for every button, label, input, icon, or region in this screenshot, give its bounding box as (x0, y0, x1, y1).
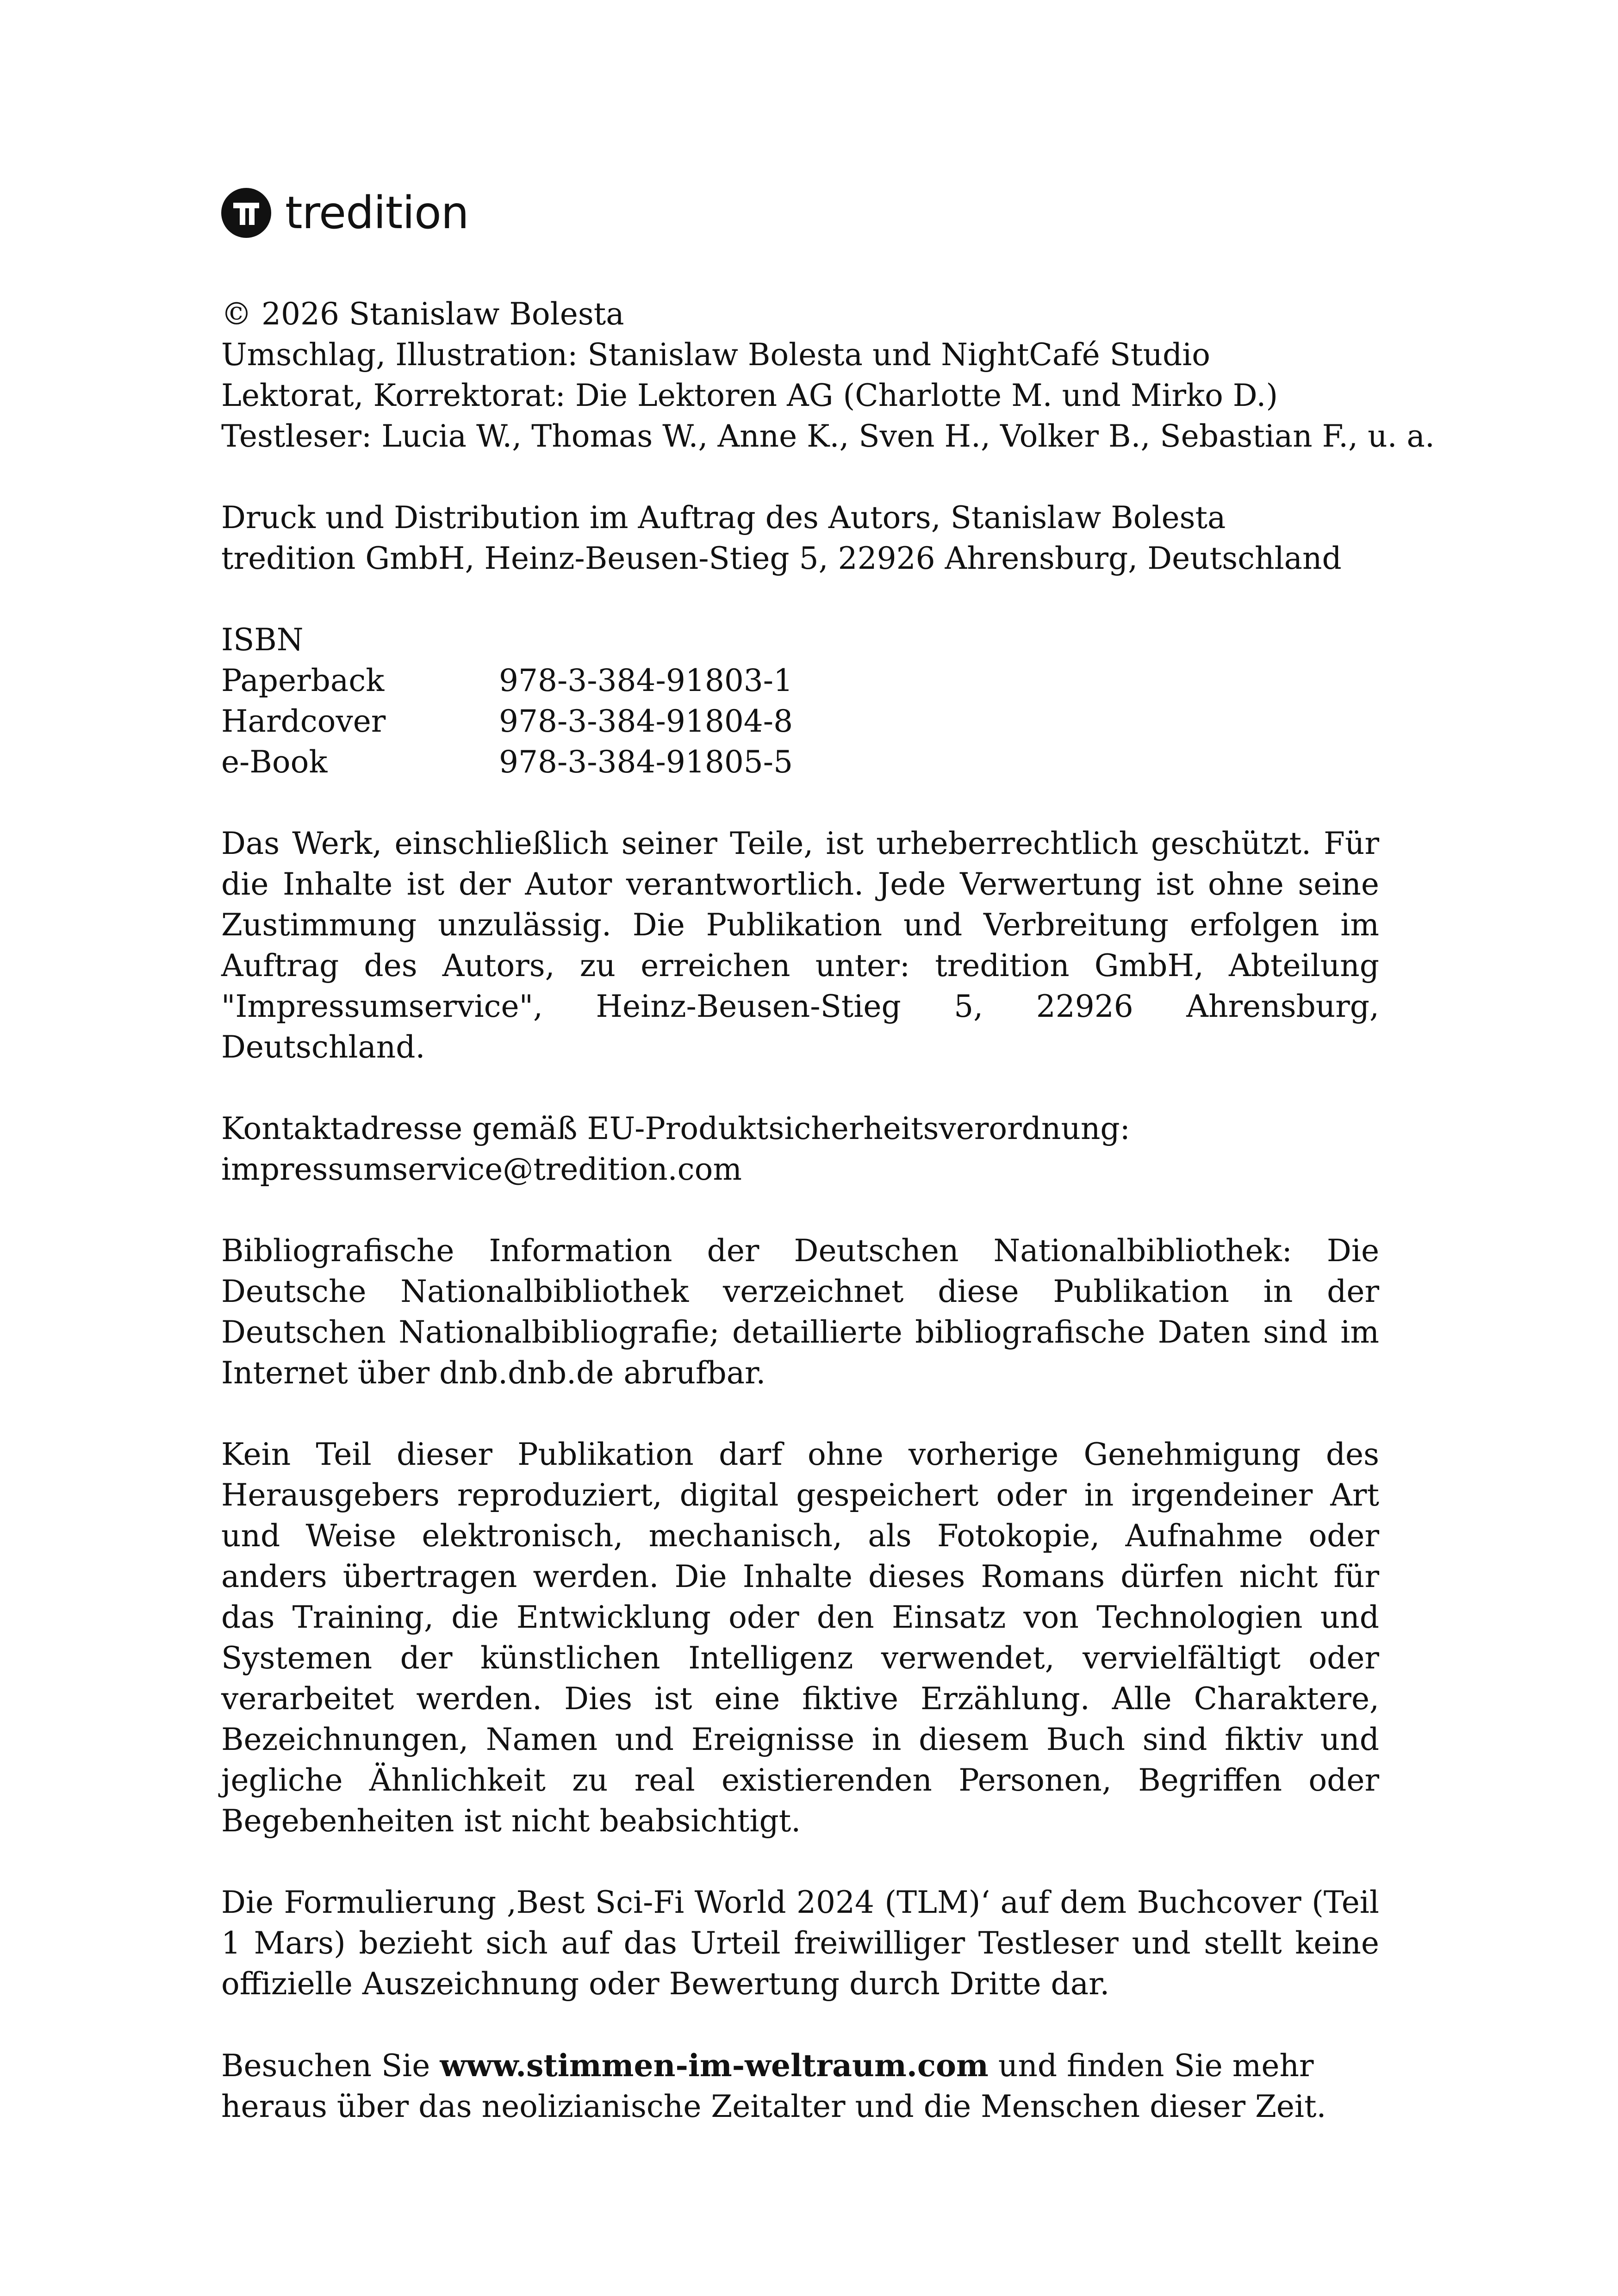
copyright-notice: Das Werk, einschließlich seiner Teile, ist urheberrechtlich geschützt. Für die Inhalte ist der Autor verantwortlich. Jede Verwertung ist ohne seine Zustimmung unzulässig. Die Publikation und Verbreitung erfolgen im Auftrag des Autors, zu erreichen unter: tredition GmbH, Abteilung "Impressumservice", Heinz-Beusen-Stieg 5, 22926 Ahrensburg, Deutschland. (221, 826, 1379, 1065)
copyright-line: © 2026 Stanislaw Bolesta (221, 296, 624, 332)
editing-credit-line: Lektorat, Korrektorat: Die Lektoren AG (Charlotte M. und Mirko D.) (221, 378, 1278, 413)
website-link: www.stimmen-im-weltraum.com (440, 2047, 989, 2084)
isbn-label: Paperback (221, 663, 385, 698)
visit-prefix: Besuchen Sie (221, 2048, 440, 2084)
isbn-value: 978-3-384-91805-5 (499, 744, 793, 780)
distribution-block (221, 498, 1379, 579)
logo-wordmark: tredition (285, 187, 469, 239)
award-disclaimer: Die Formulierung ‚Best Sci-Fi World 2024 (TLM)‘ auf dem Buchcover (Teil 1 Mars) bezieht sich auf das Urteil freiwilliger Testleser und stellt keine offizielle Auszeichnung oder Bewertung durch Dritte dar. (221, 1885, 1379, 2002)
isbn-value: 978-3-384-91803-1 (499, 663, 793, 698)
contact-block (221, 1108, 1379, 1190)
publisher-address-line: tredition GmbH, Heinz-Beusen-Stieg 5, 22926 Ahrensburg, Deutschland (221, 541, 1342, 576)
imprint-content (221, 183, 1435, 2168)
rights-notice: Kein Teil dieser Publikation darf ohne vorherige Genehmigung des Herausgebers reproduziert, digital gespeichert oder in irgendeiner Art und Weise elektronisch, mechanisch, als Fotokopie, Aufnahme oder anders übertragen werden. Die Inhalte dieses Romans dürfen nicht für das Training, die Entwicklung oder den Einsatz von Technologien und Systemen der künstlichen Intelligenz verwendet, vervielfältigt oder verarbeitet werden. Dies ist eine fiktive Erzählung. Alle Charaktere, Bezeichnungen, Namen und Ereignisse in diesem Buch sind fiktiv und jegliche Ähnlichkeit zu real existierenden Personen, Begriffen oder Begebenheiten ist nicht beabsichtigt. (221, 1437, 1379, 1839)
bibliographic-info: Bibliografische Information der Deutschen Nationalbibliothek: Die Deutsche Nationalbibliothek verzeichnet diese Publikation in der Deutschen Nationalbibliografie; detaillierte bibliografische Daten sind im Internet über dnb.dnb.de abrufbar. (221, 1233, 1379, 1391)
testreader-credit-line: Testleser: Lucia W., Thomas W., Anne K., Sven H., Volker B., Sebastian F., u. a. (221, 418, 1435, 454)
isbn-label: e-Book (221, 744, 328, 780)
visit-suffix: und finden Sie mehr heraus über das neolizianische Zeitalter und die Menschen dieser Zeit. (221, 2048, 1326, 2124)
publisher-logo (221, 183, 1379, 243)
isbn-row (221, 701, 1379, 742)
isbn-heading: ISBN (221, 622, 304, 658)
distribution-line: Druck und Distribution im Auftrag des Autors, Stanislaw Bolesta (221, 500, 1226, 535)
isbn-label: Hardcover (221, 703, 386, 739)
isbn-row (221, 742, 1379, 783)
isbn-value: 978-3-384-91804-8 (499, 703, 793, 739)
cover-credit-line: Umschlag, Illustration: Stanislaw Bolesta und NightCafé Studio (221, 337, 1211, 373)
isbn-block (221, 620, 1379, 783)
contact-label: Kontaktadresse gemäß EU-Produktsicherheitsverordnung: (221, 1111, 1130, 1146)
isbn-row (221, 660, 1379, 701)
contact-email: impressumservice@tredition.com (221, 1151, 742, 1187)
tredition-logo-icon (221, 188, 271, 238)
credits-block (221, 294, 1435, 457)
visit-paragraph (221, 2045, 1379, 2127)
